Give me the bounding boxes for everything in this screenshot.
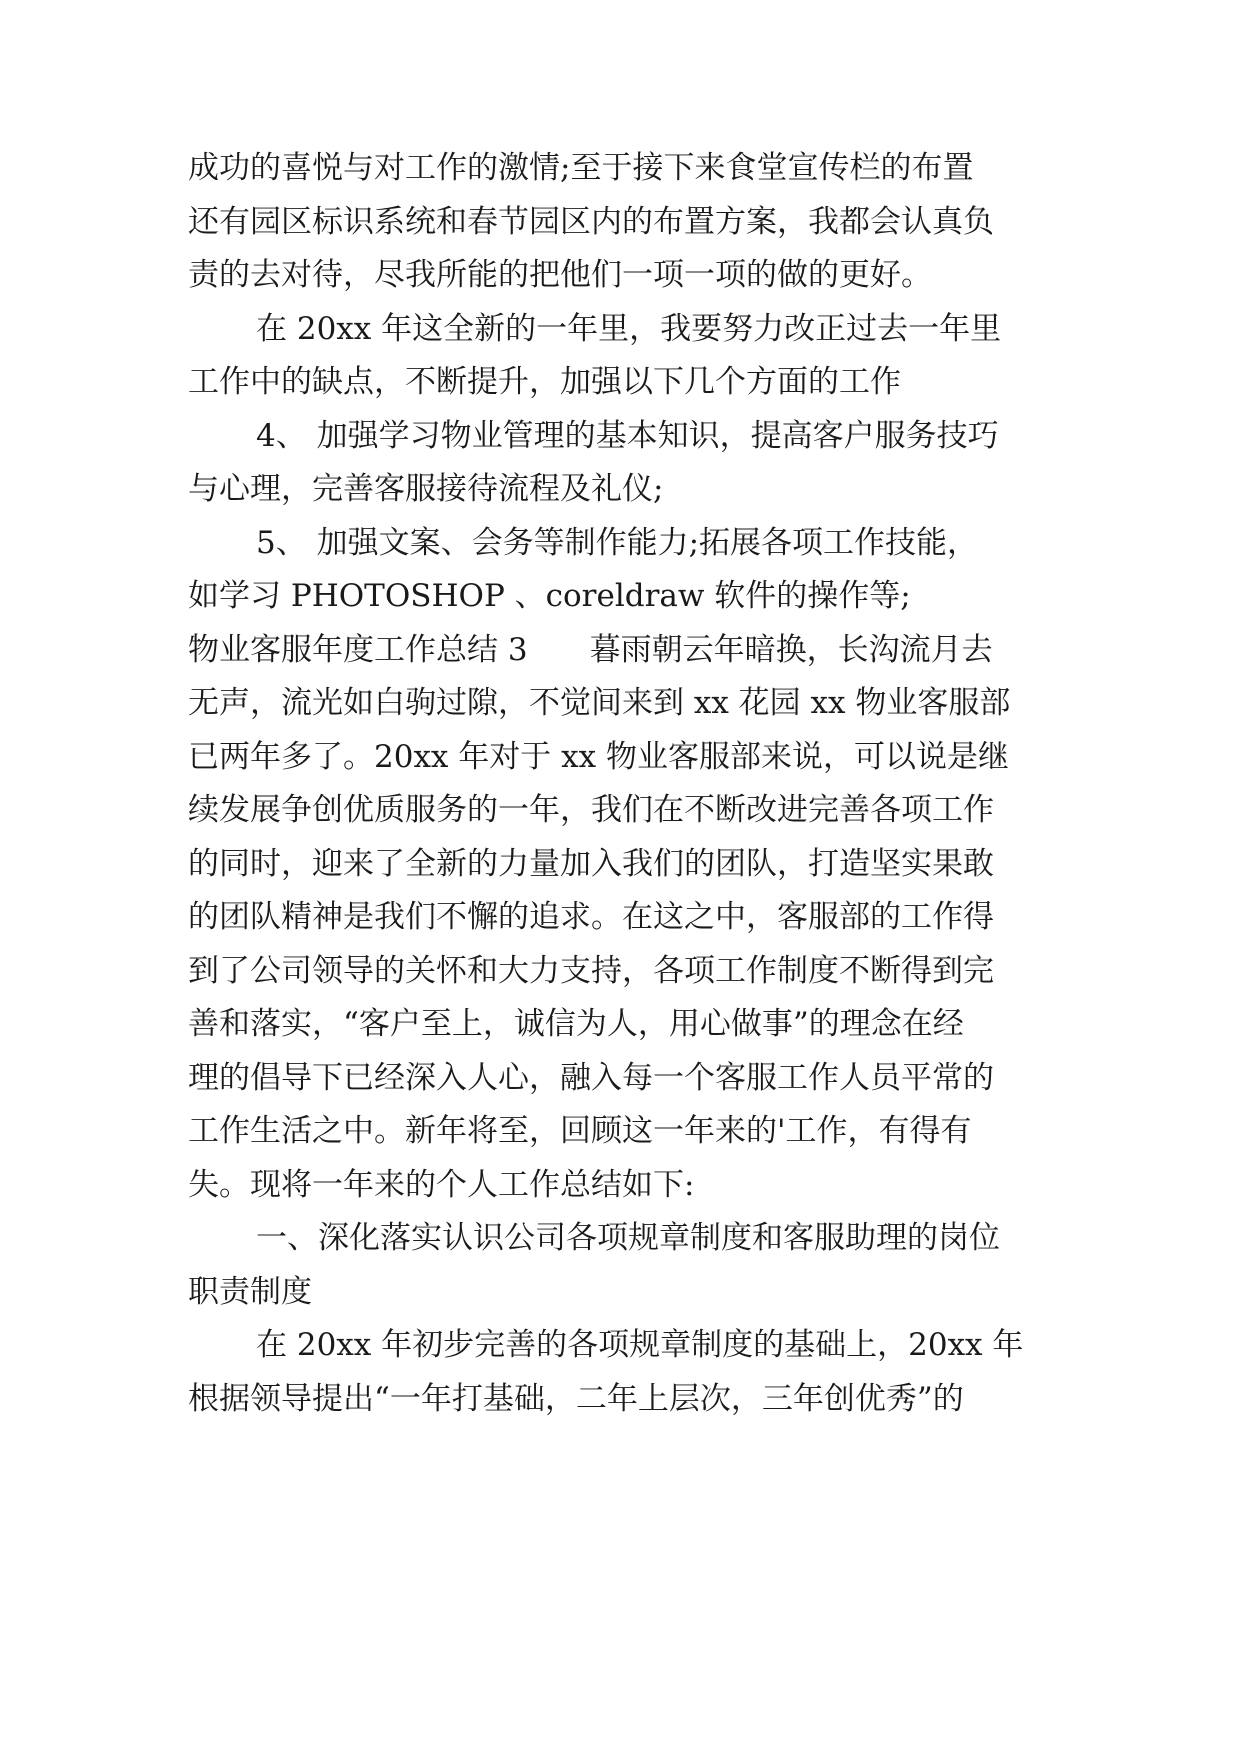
text-line: 已两年多了。20xx 年对于 xx 物业客服部来说，可以说是继 <box>188 739 1009 775</box>
text-line: 工作生活之中。新年将至，回顾这一年来的'工作，有得有 <box>188 1113 972 1149</box>
text-line: 到了公司领导的关怀和大力支持，各项工作制度不断得到完 <box>188 953 994 989</box>
text-line: 成功的喜悦与对工作的激情;至于接下来食堂宣传栏的布置 <box>188 150 974 186</box>
text-line: 善和落实，“客户至上，诚信为人，用心做事”的理念在经 <box>188 1006 964 1042</box>
text-line: 的同时，迎来了全新的力量加入我们的团队，打造坚实果敢 <box>188 846 994 882</box>
text-line: 一、深化落实认识公司各项规章制度和客服助理的岗位 <box>256 1220 1000 1256</box>
text-line: 工作中的缺点，不断提升，加强以下几个方面的工作 <box>188 364 901 400</box>
text-line: 在 20xx 年这全新的一年里，我要努力改正过去一年里 <box>256 311 1002 347</box>
text-line: 5、 加强文案、会务等制作能力;拓展各项工作技能， <box>256 525 979 561</box>
text-line: 责的去对待，尽我所能的把他们一项一项的做的更好。 <box>188 257 932 293</box>
text-line: 还有园区标识系统和春节园区内的布置方案，我都会认真负 <box>188 204 994 240</box>
text-line: 根据领导提出“一年打基础，二年上层次，三年创优秀”的 <box>188 1381 964 1417</box>
text-line: 职责制度 <box>188 1274 312 1310</box>
text-line: 的团队精神是我们不懈的追求。在这之中，客服部的工作得 <box>188 899 994 935</box>
text-line: 4、 加强学习物业管理的基本知识，提高客户服务技巧 <box>256 418 999 454</box>
text-line: 在 20xx 年初步完善的各项规章制度的基础上，20xx 年 <box>256 1327 1024 1363</box>
text-line: 失。现将一年来的个人工作总结如下: <box>188 1167 695 1203</box>
text-line: 理的倡导下已经深入人心，融入每一个客服工作人员平常的 <box>188 1060 994 1096</box>
text-line: 续发展争创优质服务的一年，我们在不断改进完善各项工作 <box>188 792 994 828</box>
text-line: 与心理，完善客服接待流程及礼仪; <box>188 471 664 507</box>
text-line: 如学习 PHOTOSHOP 、coreldraw 软件的操作等; <box>188 578 911 614</box>
text-line: 物业客服年度工作总结 3 暮雨朝云年暗换，长沟流月去 <box>188 632 993 668</box>
text-line: 无声，流光如白驹过隙，不觉间来到 xx 花园 xx 物业客服部 <box>188 685 1011 721</box>
